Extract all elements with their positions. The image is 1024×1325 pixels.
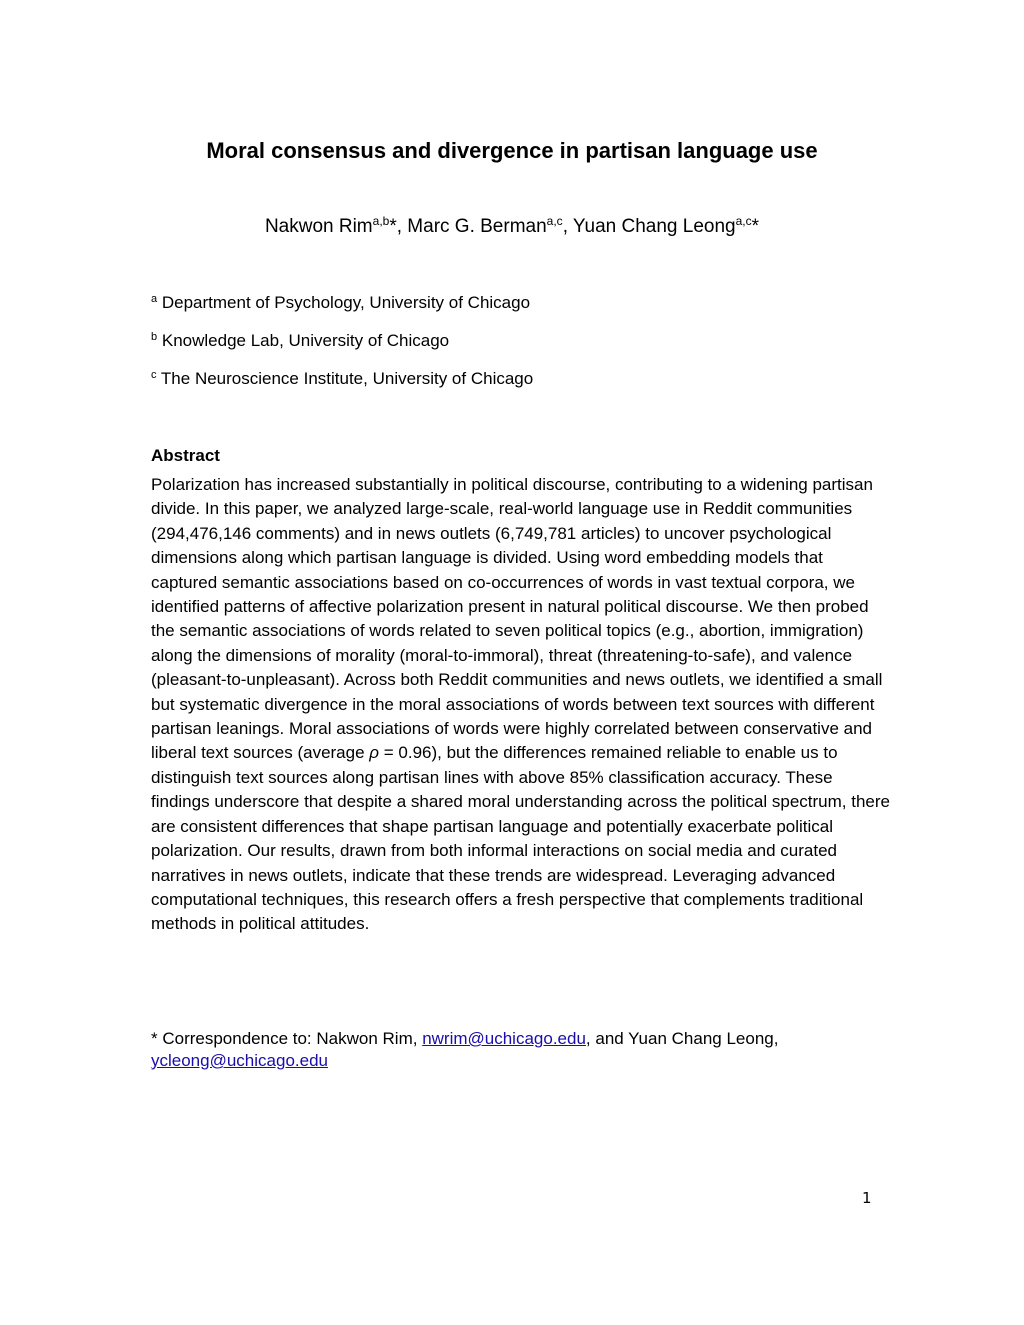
author-name: Yuan Chang Leong	[572, 216, 736, 237]
affiliation-text: Department of Psychology, University of Chicago	[161, 293, 531, 312]
page-number: 1	[862, 1189, 872, 1207]
abstract-text-part1: Polarization has increased substantially in political discourse, contributing to a widening partisan divide. In this paper, we analyzed large-scale, real-world language use in Reddit communities (294,476,146 comments) and in news outlets (6,749,781 articles) to uncover psychological dimensions along which partisan language is divided. Using word embedding models that captured semantic associations based on co-occurrences of words in vast textual corpora, we identified patterns of affective polarization present in natural political discourse. We then probed the semantic associations of words related to seven political topics (e.g., abortion, immigration) along the dimensions of morality (moral-to-immoral), threat (threatening-to-safe), and valence (pleasant-to-unpleasant). Across both Reddit communities and news outlets, we identified a small but systematic divergence in the moral associations of words between text sources with different partisan leanings. Moral associations of words were highly correlated between conservative and liberal text sources (average	[151, 475, 883, 763]
email-link-rim[interactable]: nwrim@uchicago.edu	[422, 1029, 586, 1048]
affiliation-b	[151, 331, 449, 351]
affiliation-text: The Neuroscience Institute, University of Chicago	[160, 369, 534, 388]
correspondence-middle: , and Yuan Chang Leong,	[585, 1029, 779, 1048]
affiliation-a	[151, 293, 530, 313]
abstract-text-part2: = 0.96), but the differences remained reliable to enable us to distinguish text sources along partisan lines with above 85% classification accuracy. These findings underscore that despite a shared moral understanding across the political spectrum, there are consistent differences that shape partisan language and potentially exacerbate political polarization. Our results, drawn from both informal interactions on social media and curated narratives in news outlets, indicate that these trends are widespread. Leveraging advanced computational techniques, this research offers a fresh perspective that complements traditional methods in political attitudes.	[151, 743, 890, 934]
author-separator: ,	[562, 216, 573, 237]
author-affiliation-marker: a,c	[735, 214, 752, 228]
correspondence-prefix: * Correspondence to: Nakwon Rim,	[151, 1029, 423, 1048]
affiliation-key: b	[151, 331, 158, 343]
author-name: Nakwon Rim	[264, 216, 373, 237]
affiliation-key: c	[151, 369, 157, 381]
email-link-leong[interactable]: ycleong@uchicago.edu	[151, 1051, 328, 1070]
author-affiliation-marker: a,c	[546, 214, 563, 228]
corresponding-author-marker: *	[751, 216, 760, 237]
affiliation-text: Knowledge Lab, University of Chicago	[161, 331, 450, 350]
affiliation-c	[151, 369, 533, 389]
author-name: Marc G. Berman	[407, 216, 547, 237]
author-affiliation-marker: a,b	[372, 214, 390, 228]
correspondence-note	[151, 1028, 891, 1072]
corresponding-author-marker: *	[389, 216, 397, 237]
affiliation-key: a	[151, 293, 158, 305]
author-separator: ,	[396, 216, 408, 237]
abstract-body	[151, 473, 891, 937]
paper-title: Moral consensus and divergence in partisan language use	[206, 138, 818, 163]
abstract-heading: Abstract	[151, 446, 220, 465]
author-list	[0, 216, 1024, 238]
rho-symbol: ρ	[369, 743, 380, 763]
